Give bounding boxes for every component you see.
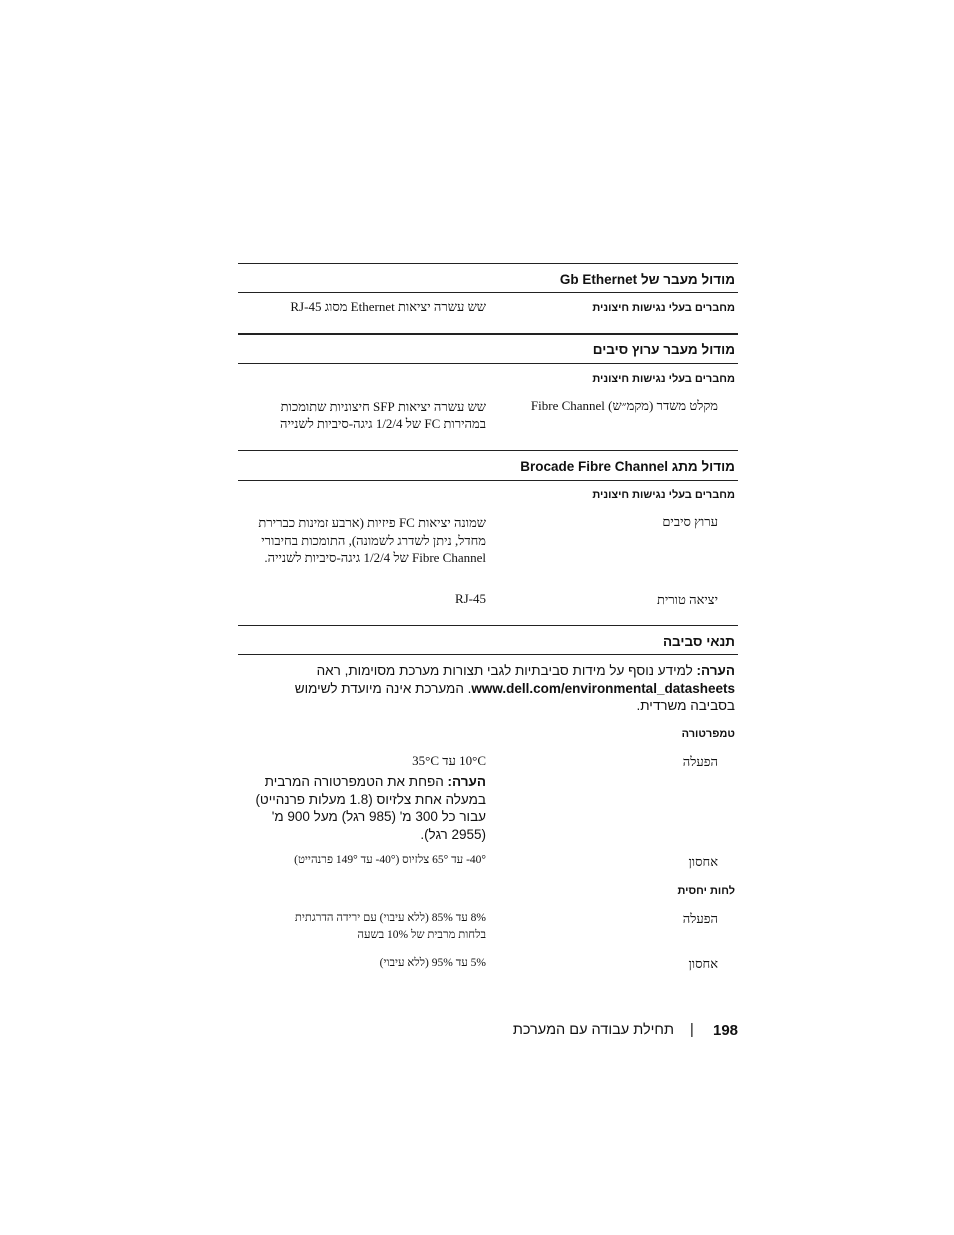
- section-rule: [238, 450, 738, 451]
- subheading-external-connectors: מחברים בעלי נגישות חיצונית: [592, 489, 735, 501]
- humidity-storage-value: 5% עד 95% (ללא עיבוי): [379, 957, 486, 969]
- section-rule: [238, 292, 738, 293]
- temperature-heading: טמפרטורה: [681, 728, 735, 740]
- brocade-ports-line2: מחדל, ניתן לשדרג לשמונה), התומכות בחיבורי: [261, 533, 486, 548]
- fibre-ports-value-line2: במהירות FC של 1/2/4 גיגה-סיביות לשנייה: [279, 416, 486, 431]
- humidity-operating-label: הפעלה: [682, 911, 718, 926]
- environment-note-line3: בסביבה משרדית.: [636, 698, 735, 713]
- section-rule-thick: [238, 333, 738, 335]
- subheading-external-connectors: מחברים בעלי נגישות חיצונית: [592, 373, 735, 385]
- section-title-brocade: מודול מתג Brocade Fibre Channel: [520, 459, 735, 474]
- fibre-ports-value-line1: שש עשרה יציאות SFP חיצוניות שתומכות: [280, 399, 486, 414]
- section-rule: [238, 363, 738, 364]
- temp-operating-value: 10°C עד 35°C: [412, 753, 486, 768]
- humidity-heading: לחות יחסית: [677, 885, 735, 897]
- fibre-transceiver-label: מקלט משדר (מקמ״ש) Fibre Channel: [530, 398, 718, 413]
- serial-port-label: יציאה טורית: [656, 592, 718, 607]
- section-rule: [238, 480, 738, 481]
- environment-note-line2: www.dell.com/environmental_datasheets. המערכת אינה מיועדת לשימוש: [294, 681, 735, 696]
- gb-ethernet-ports-value: שש עשרה יציאות Ethernet מסוג RJ-45: [290, 299, 486, 314]
- datasheets-url: www.dell.com/environmental_datasheets: [471, 681, 735, 696]
- environment-note-line1: הערה: למידע נוסף על מידות סביבתיות לגבי תצורות מערכת מסוימות, ראה: [316, 663, 735, 678]
- page-number: 198: [713, 1022, 739, 1039]
- temp-operating-note-line2: במעלה אחת צלזיוס (1.8 מעלות פרנהייט): [255, 792, 486, 807]
- humidity-operating-line2: בלחות מרבית של 10% בשעה: [357, 929, 486, 941]
- section-rule: [238, 654, 738, 655]
- brocade-ports-line3: Fibre Channel של 1/2/4 גיגה-סיביות לשנייה.: [264, 550, 486, 565]
- temp-operating-note-line4: (2955 רגל).: [420, 827, 486, 842]
- humidity-storage-label: אחסון: [688, 956, 718, 971]
- section-title-gb-ethernet: מודול מעבר של Gb Ethernet: [559, 272, 735, 287]
- brocade-fibre-label: ערוץ סיבים: [662, 514, 718, 529]
- subheading-external-connectors: מחברים בעלי נגישות חיצונית: [592, 302, 735, 314]
- section-title-environment: תנאי סביבה: [662, 634, 735, 649]
- footer-separator: |: [690, 1022, 694, 1038]
- serial-port-value: RJ-45: [454, 591, 486, 606]
- temp-operating-note-line3: עבור כל 300 מ' (985 רגל) מעל 900 מ': [271, 809, 486, 824]
- footer-title: תחילת עבודה עם המערכת: [512, 1022, 674, 1038]
- section-rule: [238, 625, 738, 626]
- temp-operating-note-line1: הערה: הפחת את הטמפרטורה המרבית: [264, 774, 486, 789]
- temp-operating-label: הפעלה: [682, 754, 718, 769]
- section-top-rule: [238, 263, 738, 264]
- temp-storage-value: ‎-40°‎ עד 65° צלזיוס (‎-40°‎ עד 149° פרנהייט): [294, 854, 486, 866]
- brocade-ports-line1: שמונה יציאות FC פיזיות (ארבע זמינות כברירת: [258, 515, 486, 530]
- section-title-fibre-pass-through: מודול מעבר ערוץ סיבים: [592, 342, 735, 357]
- humidity-operating-line1: 8% עד 85% (ללא עיבוי) עם ירידה הדרגתית: [294, 912, 486, 924]
- temp-storage-label: אחסון: [688, 854, 718, 869]
